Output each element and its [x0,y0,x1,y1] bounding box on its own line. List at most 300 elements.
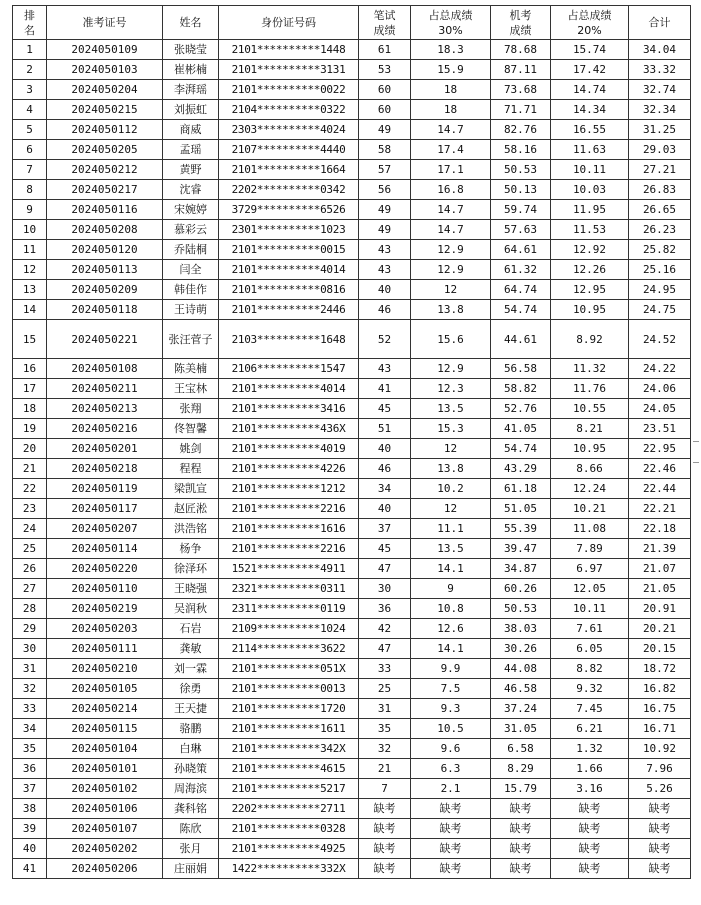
cell-name: 徐勇 [163,679,219,699]
cell-exam-no: 2024050208 [47,220,163,240]
cell-computer-score: 37.24 [491,699,551,719]
cell-computer-score: 缺考 [491,799,551,819]
cell-computer-score: 50.53 [491,160,551,180]
cell-id-no: 2101**********051X [219,659,359,679]
cell-rank: 12 [13,260,47,280]
cell-computer-percent: 12.05 [551,579,629,599]
cell-id-no: 2101**********1664 [219,160,359,180]
cell-id-no: 2104**********0322 [219,100,359,120]
cell-computer-score: 43.29 [491,459,551,479]
table-row [13,739,691,759]
cell-written-percent: 缺考 [411,819,491,839]
cell-id-no: 2101**********4014 [219,379,359,399]
cell-written-percent: 缺考 [411,799,491,819]
cell-total: 22.95 [629,439,691,459]
cell-computer-score: 73.68 [491,80,551,100]
header-name: 姓名 [163,6,219,40]
cell-computer-score: 44.61 [491,320,551,359]
table-row [13,559,691,579]
cell-exam-no: 2024050212 [47,160,163,180]
cell-total: 21.39 [629,539,691,559]
page-edge-mark [693,441,699,442]
cell-rank: 30 [13,639,47,659]
cell-computer-percent: 17.42 [551,60,629,80]
cell-rank: 38 [13,799,47,819]
cell-id-no: 2101**********4226 [219,459,359,479]
table-row [13,499,691,519]
cell-rank: 28 [13,599,47,619]
cell-exam-no: 2024050215 [47,100,163,120]
cell-exam-no: 2024050117 [47,499,163,519]
cell-exam-no: 2024050219 [47,599,163,619]
cell-computer-percent: 10.11 [551,160,629,180]
cell-rank: 22 [13,479,47,499]
cell-computer-percent: 10.21 [551,499,629,519]
cell-written-percent: 9 [411,579,491,599]
cell-computer-percent: 11.08 [551,519,629,539]
header-written-percent: 占总成绩 30% [411,6,491,40]
cell-id-no: 2101**********1616 [219,519,359,539]
cell-name: 佟智馨 [163,419,219,439]
table-row [13,80,691,100]
cell-written-percent: 6.3 [411,759,491,779]
cell-name: 龚敏 [163,639,219,659]
cell-written-percent: 缺考 [411,859,491,879]
cell-computer-score: 78.68 [491,40,551,60]
cell-name: 王天捷 [163,699,219,719]
cell-id-no: 2101**********342X [219,739,359,759]
cell-written-percent: 9.3 [411,699,491,719]
cell-exam-no: 2024050111 [47,639,163,659]
cell-total: 25.16 [629,260,691,280]
cell-total: 32.34 [629,100,691,120]
cell-total: 34.04 [629,40,691,60]
table-row [13,320,691,359]
cell-total: 缺考 [629,819,691,839]
cell-written-score: 35 [359,719,411,739]
cell-written-percent: 18 [411,80,491,100]
cell-name: 陈美楠 [163,359,219,379]
cell-written-percent: 12 [411,439,491,459]
cell-total: 32.74 [629,80,691,100]
cell-written-percent: 2.1 [411,779,491,799]
cell-exam-no: 2024050116 [47,200,163,220]
cell-computer-score: 55.39 [491,519,551,539]
cell-written-score: 缺考 [359,819,411,839]
table-row [13,699,691,719]
cell-id-no: 2106**********1547 [219,359,359,379]
cell-name: 张翔 [163,399,219,419]
cell-rank: 9 [13,200,47,220]
cell-id-no: 3729**********6526 [219,200,359,220]
cell-computer-score: 64.61 [491,240,551,260]
cell-rank: 15 [13,320,47,359]
header-rank: 排 名 [13,6,47,40]
cell-computer-score: 50.53 [491,599,551,619]
cell-written-percent: 18.3 [411,40,491,60]
cell-written-score: 缺考 [359,859,411,879]
cell-computer-percent: 12.24 [551,479,629,499]
cell-name: 李湃瑶 [163,80,219,100]
table-row [13,419,691,439]
cell-total: 24.95 [629,280,691,300]
cell-exam-no: 2024050119 [47,479,163,499]
cell-name: 白琳 [163,739,219,759]
table-body [13,40,691,879]
cell-written-percent: 14.7 [411,120,491,140]
cell-total: 26.65 [629,200,691,220]
cell-exam-no: 2024050107 [47,819,163,839]
cell-exam-no: 2024050101 [47,759,163,779]
cell-exam-no: 2024050211 [47,379,163,399]
cell-id-no: 2101**********0816 [219,280,359,300]
cell-computer-percent: 9.32 [551,679,629,699]
cell-written-score: 30 [359,579,411,599]
cell-rank: 13 [13,280,47,300]
cell-name: 王晓强 [163,579,219,599]
cell-computer-score: 44.08 [491,659,551,679]
cell-rank: 11 [13,240,47,260]
cell-id-no: 2101**********2446 [219,300,359,320]
cell-computer-score: 46.58 [491,679,551,699]
cell-id-no: 2101**********0015 [219,240,359,260]
cell-written-percent: 13.8 [411,459,491,479]
cell-total: 25.82 [629,240,691,260]
cell-name: 商威 [163,120,219,140]
cell-computer-percent: 12.26 [551,260,629,280]
cell-computer-percent: 15.74 [551,40,629,60]
cell-written-score: 49 [359,220,411,240]
cell-computer-percent: 7.45 [551,699,629,719]
cell-computer-score: 34.87 [491,559,551,579]
cell-computer-percent: 缺考 [551,839,629,859]
cell-id-no: 2202**********2711 [219,799,359,819]
cell-exam-no: 2024050103 [47,60,163,80]
cell-total: 20.91 [629,599,691,619]
cell-name: 乔陆桐 [163,240,219,260]
cell-computer-percent: 10.55 [551,399,629,419]
cell-total: 22.46 [629,459,691,479]
cell-total: 10.92 [629,739,691,759]
cell-id-no: 2101**********0013 [219,679,359,699]
cell-exam-no: 2024050112 [47,120,163,140]
cell-id-no: 2101**********0022 [219,80,359,100]
cell-written-score: 缺考 [359,799,411,819]
cell-written-percent: 12.6 [411,619,491,639]
cell-written-percent: 14.7 [411,220,491,240]
header-row [13,6,691,40]
cell-written-percent: 10.8 [411,599,491,619]
table-row [13,839,691,859]
cell-rank: 23 [13,499,47,519]
cell-rank: 31 [13,659,47,679]
cell-total: 29.03 [629,140,691,160]
header-total: 合计 [629,6,691,40]
cell-name: 张月 [163,839,219,859]
cell-total: 16.75 [629,699,691,719]
cell-id-no: 2101**********0328 [219,819,359,839]
cell-computer-score: 61.32 [491,260,551,280]
header-exam-no: 准考证号 [47,6,163,40]
cell-written-percent: 18 [411,100,491,120]
cell-written-score: 7 [359,779,411,799]
cell-id-no: 2202**********0342 [219,180,359,200]
cell-written-score: 36 [359,599,411,619]
cell-id-no: 2103**********1648 [219,320,359,359]
cell-name: 刘一霖 [163,659,219,679]
cell-name: 崔彬楠 [163,60,219,80]
cell-rank: 40 [13,839,47,859]
cell-written-score: 31 [359,699,411,719]
cell-written-score: 21 [359,759,411,779]
cell-written-score: 47 [359,559,411,579]
cell-rank: 26 [13,559,47,579]
cell-written-score: 43 [359,260,411,280]
cell-written-percent: 缺考 [411,839,491,859]
table-row [13,719,691,739]
cell-total: 22.21 [629,499,691,519]
cell-computer-percent: 11.53 [551,220,629,240]
cell-id-no: 2101**********4014 [219,260,359,280]
cell-computer-percent: 1.32 [551,739,629,759]
table-row [13,479,691,499]
cell-written-score: 33 [359,659,411,679]
cell-rank: 4 [13,100,47,120]
cell-computer-percent: 12.92 [551,240,629,260]
cell-id-no: 2301**********1023 [219,220,359,240]
cell-name: 龚科铭 [163,799,219,819]
cell-exam-no: 2024050104 [47,739,163,759]
cell-written-percent: 10.2 [411,479,491,499]
cell-id-no: 2101**********3131 [219,60,359,80]
cell-rank: 16 [13,359,47,379]
cell-rank: 7 [13,160,47,180]
cell-computer-score: 57.63 [491,220,551,240]
cell-computer-score: 58.16 [491,140,551,160]
cell-written-score: 47 [359,639,411,659]
cell-written-percent: 12.3 [411,379,491,399]
cell-rank: 18 [13,399,47,419]
cell-id-no: 1422**********332X [219,859,359,879]
cell-computer-percent: 11.76 [551,379,629,399]
cell-exam-no: 2024050210 [47,659,163,679]
cell-rank: 8 [13,180,47,200]
cell-computer-score: 15.79 [491,779,551,799]
cell-computer-score: 54.74 [491,300,551,320]
cell-written-percent: 15.9 [411,60,491,80]
cell-rank: 27 [13,579,47,599]
cell-written-score: 40 [359,280,411,300]
cell-id-no: 2109**********1024 [219,619,359,639]
cell-id-no: 2303**********4024 [219,120,359,140]
cell-computer-percent: 缺考 [551,819,629,839]
cell-total: 22.44 [629,479,691,499]
cell-rank: 29 [13,619,47,639]
cell-computer-score: 58.82 [491,379,551,399]
cell-id-no: 2311**********0119 [219,599,359,619]
cell-rank: 35 [13,739,47,759]
cell-name: 王宝林 [163,379,219,399]
table-row [13,779,691,799]
cell-total: 16.82 [629,679,691,699]
cell-name: 刘振虹 [163,100,219,120]
cell-name: 周海滨 [163,779,219,799]
cell-exam-no: 2024050114 [47,539,163,559]
cell-total: 21.05 [629,579,691,599]
score-table [12,5,691,879]
cell-computer-percent: 7.89 [551,539,629,559]
cell-computer-percent: 8.82 [551,659,629,679]
cell-computer-percent: 缺考 [551,799,629,819]
table-row [13,659,691,679]
cell-exam-no: 2024050110 [47,579,163,599]
cell-name: 梁凯宣 [163,479,219,499]
cell-rank: 24 [13,519,47,539]
cell-written-score: 40 [359,439,411,459]
cell-name: 姚剑 [163,439,219,459]
cell-computer-percent: 6.21 [551,719,629,739]
table-row [13,100,691,120]
cell-total: 5.26 [629,779,691,799]
cell-rank: 14 [13,300,47,320]
cell-written-percent: 15.3 [411,419,491,439]
cell-total: 24.06 [629,379,691,399]
cell-total: 33.32 [629,60,691,80]
cell-written-percent: 9.6 [411,739,491,759]
cell-computer-percent: 10.95 [551,300,629,320]
cell-written-score: 42 [359,619,411,639]
cell-computer-score: 39.47 [491,539,551,559]
cell-written-percent: 16.8 [411,180,491,200]
cell-written-score: 61 [359,40,411,60]
cell-id-no: 2101**********1212 [219,479,359,499]
cell-computer-percent: 8.92 [551,320,629,359]
cell-exam-no: 2024050216 [47,419,163,439]
cell-exam-no: 2024050201 [47,439,163,459]
cell-name: 韩佳作 [163,280,219,300]
cell-name: 孙晓策 [163,759,219,779]
table-row [13,180,691,200]
cell-written-percent: 7.5 [411,679,491,699]
cell-exam-no: 2024050105 [47,679,163,699]
cell-id-no: 2101**********2216 [219,499,359,519]
cell-name: 孟瑶 [163,140,219,160]
cell-computer-score: 56.58 [491,359,551,379]
cell-exam-no: 2024050203 [47,619,163,639]
cell-computer-percent: 14.74 [551,80,629,100]
cell-rank: 1 [13,40,47,60]
cell-name: 洪浩铭 [163,519,219,539]
cell-id-no: 2101**********2216 [219,539,359,559]
cell-written-percent: 12 [411,280,491,300]
table-row [13,459,691,479]
cell-written-score: 46 [359,459,411,479]
cell-exam-no: 2024050217 [47,180,163,200]
cell-computer-score: 6.58 [491,739,551,759]
table-row [13,220,691,240]
cell-written-score: 45 [359,539,411,559]
cell-written-score: 43 [359,240,411,260]
table-row [13,619,691,639]
table-header [13,6,691,40]
cell-rank: 25 [13,539,47,559]
cell-total: 24.05 [629,399,691,419]
cell-rank: 34 [13,719,47,739]
cell-written-score: 56 [359,180,411,200]
cell-rank: 5 [13,120,47,140]
cell-written-percent: 13.5 [411,399,491,419]
cell-computer-score: 52.76 [491,399,551,419]
table-row [13,799,691,819]
cell-total: 24.22 [629,359,691,379]
cell-computer-score: 61.18 [491,479,551,499]
cell-name: 陈欣 [163,819,219,839]
cell-exam-no: 2024050115 [47,719,163,739]
cell-rank: 17 [13,379,47,399]
page-edge-mark [693,462,699,463]
cell-total: 26.23 [629,220,691,240]
cell-written-score: 34 [359,479,411,499]
cell-rank: 21 [13,459,47,479]
cell-written-percent: 17.4 [411,140,491,160]
cell-exam-no: 2024050113 [47,260,163,280]
cell-rank: 10 [13,220,47,240]
cell-computer-score: 30.26 [491,639,551,659]
cell-exam-no: 2024050213 [47,399,163,419]
cell-exam-no: 2024050204 [47,80,163,100]
cell-id-no: 2101**********436X [219,419,359,439]
header-id-no: 身份证号码 [219,6,359,40]
cell-computer-score: 50.13 [491,180,551,200]
table-row [13,300,691,320]
cell-rank: 39 [13,819,47,839]
cell-written-percent: 15.6 [411,320,491,359]
cell-written-percent: 14.1 [411,559,491,579]
table-row [13,859,691,879]
cell-exam-no: 2024050221 [47,320,163,359]
cell-name: 王诗萌 [163,300,219,320]
cell-written-percent: 11.1 [411,519,491,539]
table-row [13,539,691,559]
cell-exam-no: 2024050207 [47,519,163,539]
cell-computer-percent: 10.95 [551,439,629,459]
cell-written-percent: 12.9 [411,260,491,280]
cell-rank: 3 [13,80,47,100]
cell-rank: 20 [13,439,47,459]
table-row [13,679,691,699]
cell-written-percent: 12.9 [411,240,491,260]
cell-rank: 32 [13,679,47,699]
cell-computer-score: 71.71 [491,100,551,120]
cell-computer-score: 38.03 [491,619,551,639]
cell-computer-score: 41.05 [491,419,551,439]
table-row [13,819,691,839]
cell-written-score: 43 [359,359,411,379]
cell-id-no: 1521**********4911 [219,559,359,579]
cell-total: 缺考 [629,799,691,819]
cell-total: 26.83 [629,180,691,200]
table-row [13,120,691,140]
header-written-score: 笔试 成绩 [359,6,411,40]
cell-computer-percent: 12.95 [551,280,629,300]
cell-computer-percent: 14.34 [551,100,629,120]
cell-name: 黄野 [163,160,219,180]
cell-computer-percent: 6.05 [551,639,629,659]
cell-computer-percent: 16.55 [551,120,629,140]
cell-computer-score: 8.29 [491,759,551,779]
cell-written-score: 53 [359,60,411,80]
cell-id-no: 2107**********4440 [219,140,359,160]
